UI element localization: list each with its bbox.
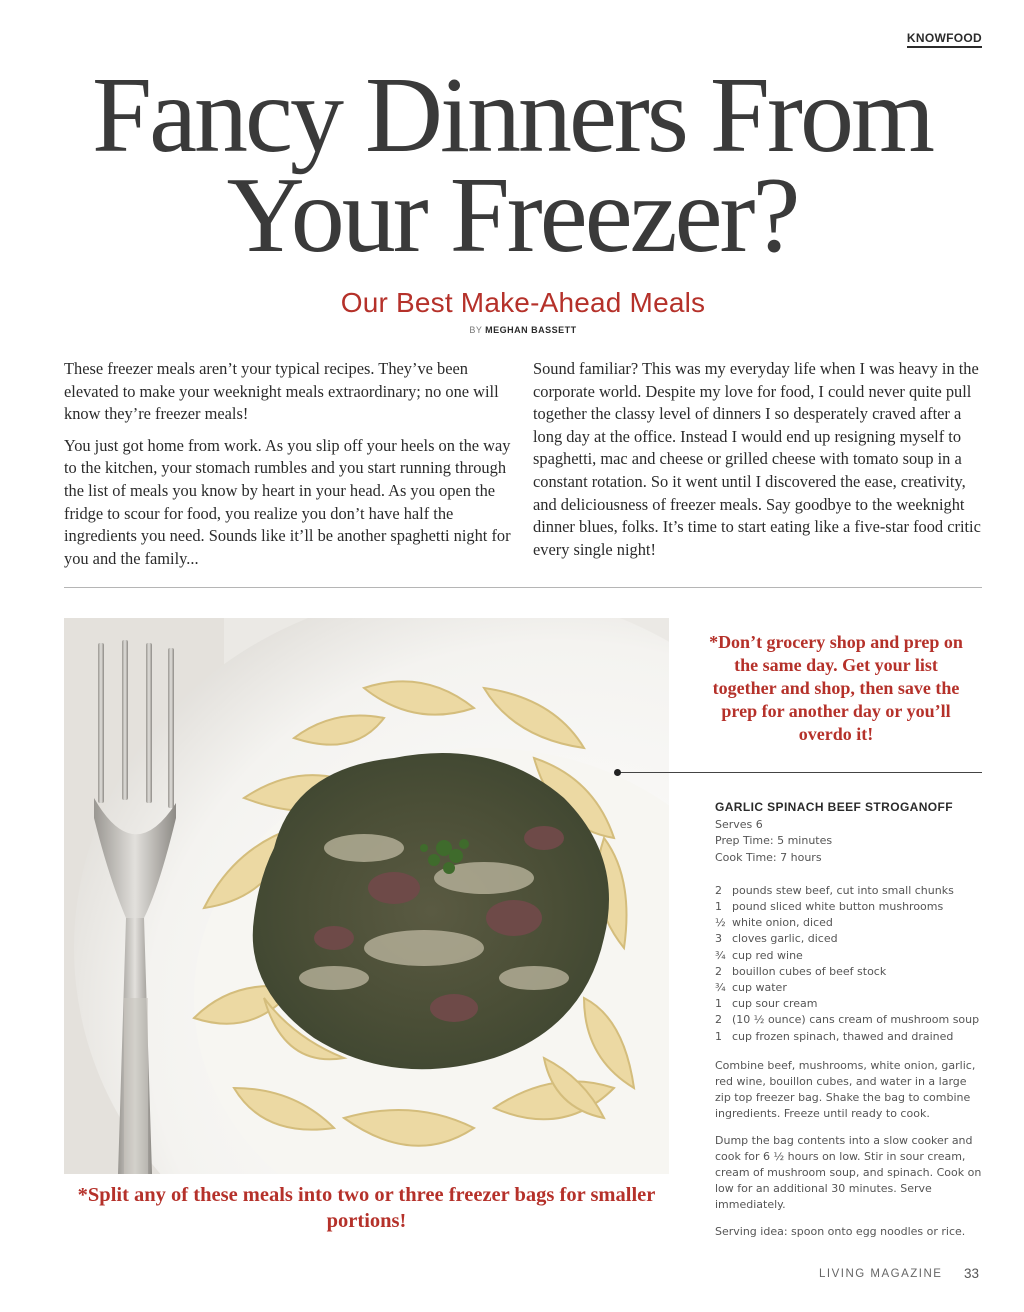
intro-paragraph: These freezer meals aren’t your typical recipes. They’ve been elevated to make your weeknight meals extraordinary; no one will know they’re freezer meals! (64, 359, 499, 424)
recipe-step: Dump the bag contents into a slow cooker and cook for 6 ½ hours on low. Stir in sour cream, cream of mushroom soup, and spinach. Cook on low for an additional 30 minutes. Serve immediately. (715, 1133, 982, 1212)
body-paragraph: Sound familiar? This was my everyday life when I was heavy in the corporate world. Despite my love for food, I could never quite pull together the classy level of dinners I so desperately craved after a long day at the office. Instead I would end up resigning myself to spaghetti, mac and cheese or grilled cheese with tomato soup in a constant rotation. So it went until I discovered the ease, creativity, and deliciousness of freezer meals. Say goodbye to the weeknight dinner blues, folks. It’s time to start eating like a five-star food critic every single night! (533, 359, 981, 559)
title-line-1: Fancy Dinners From (92, 56, 932, 175)
recipe-serves: Serves 6 (715, 818, 763, 832)
ingredient-item (715, 915, 985, 931)
connector-dot (614, 769, 621, 776)
ingredient-name: cup frozen spinach, thawed and drained (732, 1029, 954, 1043)
recipe-cook-time: Cook Time: 7 hours (715, 850, 822, 864)
ingredient-name: cup sour cream (732, 997, 818, 1011)
ingredient-name: cup red wine (732, 948, 803, 962)
recipe-serving-idea: Serving idea: spoon onto egg noodles or rice. (715, 1224, 966, 1238)
stroganoff-sauce-illustration (253, 753, 609, 1069)
section-divider (64, 587, 982, 588)
food-photo (64, 618, 669, 1174)
byline (0, 325, 1024, 335)
ingredient-name: white onion, diced (732, 916, 833, 930)
body-paragraph: You just got home from work. As you slip off your heels on the way to the kitchen, your stomach rumbles and you start running through the list of meals you know by heart in your head. As you open the fridge to scour for food, you realize you don’t have half the ingredients you need. Sounds like it’ll be another spaghetti night for you and the family... (64, 435, 511, 568)
page-title (0, 56, 1024, 275)
ingredient-qty: ¾ (715, 948, 726, 962)
ingredient-qty: 1 (715, 997, 722, 1011)
recipe-card (715, 799, 985, 1250)
stroganoff-photo-illustration (64, 618, 669, 1174)
subtitle: Our Best Make-Ahead Meals (340, 287, 706, 318)
ingredient-qty: ¾ (715, 981, 726, 995)
intro-column-right (533, 358, 983, 570)
recipe-prep-time: Prep Time: 5 minutes (715, 834, 833, 848)
recipe-step: Combine beef, mushrooms, white onion, garlic, red wine, bouillon cubes, and water in a large zip top freezer bag. Shake the bag to combine ingredients. Freeze until ready to cook. (715, 1058, 976, 1121)
pull-quote-portions-tip: *Split any of these meals into two or three freezer bags for smaller portions! (77, 1184, 656, 1232)
byline-prefix: BY (469, 325, 483, 335)
ingredient-qty: 2 (715, 964, 722, 978)
ingredient-qty: 1 (715, 1029, 722, 1043)
ingredient-item (715, 964, 985, 980)
connector-line (618, 772, 982, 773)
ingredient-name: (10 ½ ounce) cans cream of mushroom soup (732, 1013, 980, 1027)
footer-magazine-name: LIVING MAGAZINE (819, 1268, 943, 1280)
ingredient-item (715, 1012, 985, 1028)
section-tag (907, 31, 982, 48)
ingredient-name: bouillon cubes of beef stock (732, 964, 887, 978)
pull-quote-shopping-tip: *Don’t grocery shop and prep on the same day. Get your list together and shop, then save the prep for another day or you’ll overdo it! (709, 632, 963, 744)
ingredient-qty: 1 (715, 900, 722, 914)
section-tag-know: KNOW (906, 31, 947, 45)
ingredient-list (715, 883, 985, 1045)
recipe-title: GARLIC SPINACH BEEF STROGANOFF (715, 800, 954, 814)
ingredient-item (715, 996, 985, 1012)
ingredient-item (715, 931, 985, 947)
section-tag-food: FOOD (946, 31, 982, 45)
ingredient-qty: ½ (715, 916, 726, 930)
ingredient-item (715, 980, 985, 996)
title-line-2: Your Freezer? (226, 156, 798, 275)
ingredient-name: pounds stew beef, cut into small chunks (732, 883, 954, 897)
page-number: 33 (964, 1266, 980, 1281)
intro-column-left (64, 358, 514, 579)
ingredient-item (715, 1029, 985, 1045)
byline-author: MEGHAN BASSETT (485, 325, 577, 335)
ingredient-qty: 2 (715, 1013, 722, 1027)
ingredient-item (715, 899, 985, 915)
ingredient-name: pound sliced white button mushrooms (732, 900, 944, 914)
ingredient-name: cup water (732, 981, 787, 995)
ingredient-item (715, 883, 985, 899)
ingredient-qty: 2 (715, 883, 722, 897)
ingredient-item (715, 948, 985, 964)
ingredient-qty: 3 (715, 932, 722, 946)
ingredient-name: cloves garlic, diced (732, 932, 838, 946)
